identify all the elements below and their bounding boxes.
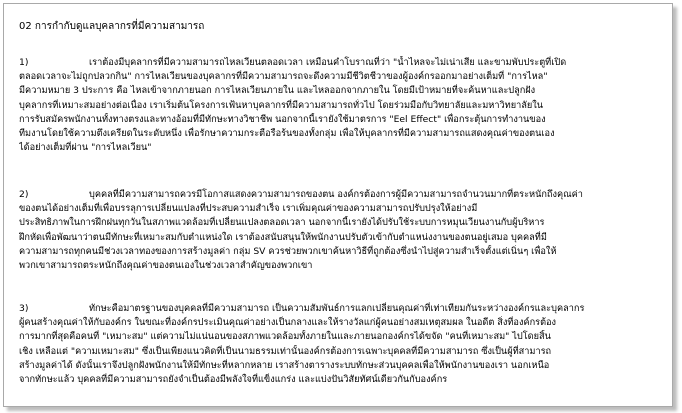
paragraph-line: ประสิทธิภาพในการฝึกฝนทุกวันในสภาพแวดล้อมที่เปลี่ยนแปลงตลอดเวลา นอกจากนี้เรายังได้ปรับใช้ระบบการหมุนเวียนงานกับผู้บริหาร (19, 217, 545, 229)
paragraph-2 (19, 188, 664, 273)
section-heading: 02 การกำกับดูแลบุคลากรที่มีความสามารถ (19, 21, 205, 32)
paragraph-line: เชิง เหลือแต่ "ความเหมาะสม" ซึ่งเป็นเพียงแนวคิดที่เป็นนามธรรมเท่านั้นองค์กรต้องการเฉพาะบุคคลที่มีความสามารถ ซึ่งเป็นผู้ที่สามารถ (19, 345, 552, 357)
paragraph-line: มีความหมาย 3 ประการ คือ ไหลเข้าจากภายนอก การไหลเวียนภายใน และไหลออกจากภายใน โดยมีเป้าหมายที่จะค้นหาและปลูกฝัง (19, 85, 536, 97)
paragraph-line: ตลอดเวลาจะไม่ถูกปลวกกิน" การไหลเวียนของบุคลากรที่มีความสามารถจะดึงความมีชีวิตชีวาของผู้องค์กรออกมาอย่างเต็มที่ "การไหล" (19, 71, 548, 83)
document-content (19, 20, 664, 386)
paragraph-number: 3) (19, 303, 29, 314)
paragraph-1 (19, 56, 664, 155)
paragraph-line: ได้อย่างเต็มที่ผ่าน "การไหลเวียน" (19, 142, 152, 154)
paragraph-line: ผู้คนสร้างคุณค่าให้กับองค์กร ในขณะที่องค์กรประเมินคุณค่าอย่างเป็นกลางและให้รางวัลแก่ผู้คนอย่างสมเหตุสมผล ในอดีต สิ่งที่องค์กรต้อง (19, 317, 557, 329)
paragraph-line: การมากที่สุดคือคนที่ "เหมาะสม" แต่ความไม่แน่นอนของสภาพแวดล้อมทั้งภายในและภายนอกองค์กรได้ขจัด "คนที่เหมาะสม" ไปโดยสิ้น (19, 331, 551, 343)
paragraph-number: 2) (19, 189, 29, 200)
paragraph-line: ฝึกหัดเพื่อพัฒนาว่าตนมีทักษะที่เหมาะสมกับตำแหน่งใด เราต้องสนับสนุนให้พนักงานปรับตัวเข้ากับตำแหน่งงานของตนอยู่เสมอ บุคคลที่มี (19, 231, 547, 243)
paragraph-line: การรับสมัครพนักงานทั้งทางตรงและทางอ้อมที่มีทักษะทางวิชาชีพ นอกจากนี้เรายังใช้มาตรการ "Eel Effect" เพื่อกระตุ้นการทำงานของ (19, 113, 546, 125)
paragraph-line: สร้างมูลค่าได้ ดังนั้นเราจึงปลูกฝังพนักงานให้มีทักษะที่หลากหลาย เราสร้างตารางระบบทักษะส่วนบุคคลเพื่อให้พนักงานของเรา นอกเหนือ (19, 359, 550, 371)
paragraph-line: ทักษะคือมาตรฐานของบุคคลที่มีความสามารถ เป็นความสัมพันธ์การแลกเปลี่ยนคุณค่าที่เท่าเทียมกันระหว่างองค์กรและบุคลากร (89, 303, 585, 314)
paragraph-3 (19, 302, 664, 387)
paragraph-number: 1) (19, 57, 29, 68)
paragraph-line: บุคคลที่มีความสามารถควรมีโอกาสแสดงความสามารถของตน องค์กรต้องการผู้มีความสามารถจำนวนมากที่ตระหนักถึงคุณค่า (89, 189, 583, 200)
document-frame (3, 3, 673, 407)
paragraph-line: ของตนได้อย่างเต็มที่เพื่อบรรลุการเปลี่ยนแปลงที่ประสบความสำเร็จ เราเพิ่มคุณค่าของความสามารถปรับปรุงให้อย่างมี (19, 203, 478, 215)
paragraph-line: ทีมงานโดยใช้ความตึงเครียดในระดับหนึ่ง เพื่อรักษาความกระตือรือร้นของทั้งกลุ่ม เพื่อให้บุคลากรที่มีความสามารถแสดงคุณค่าของตนเอง (19, 128, 555, 140)
paragraph-line: จากทักษะแล้ว บุคคลที่มีความสามารถยังจำเป็นต้องมีพลังใจที่แข็งแกร่ง และแบ่งปันวิสัยทัศน์เดียวกันกับองค์กร (19, 374, 448, 386)
paragraph-line: ความสามารถทุกคนมีช่วงเวลาทองของการสร้างมูลค่า กลุ่ม SV ควรช่วยพวกเขาค้นหาวิธีที่ถูกต้องซึ่งนำไปสู่ความสำเร็จตั้งแต่เนิ่นๆ เพื่อให้ (19, 245, 557, 257)
paragraph-line: เราต้องมีบุคลากรที่มีความสามารถไหลเวียนตลอดเวลา เหมือนคำโบราณที่ว่า "น้ำไหลจะไม่เน่าเสีย และขามพับประตูที่เปิด (89, 57, 567, 68)
paragraph-line: บุคลากรที่เหมาะสมอย่างต่อเนื่อง เราเริ่มต้นโครงการเฟ้นหาบุคลากรที่มีความสามารถทั่วไป โดยร่วมมือกับวิทยาลัยและมหาวิทยาลัยใน (19, 99, 544, 111)
paragraph-line: พวกเขาสามารถตระหนักถึงคุณค่าของตนเองในช่วงเวลาสำคัญของพวกเขา (19, 260, 313, 272)
